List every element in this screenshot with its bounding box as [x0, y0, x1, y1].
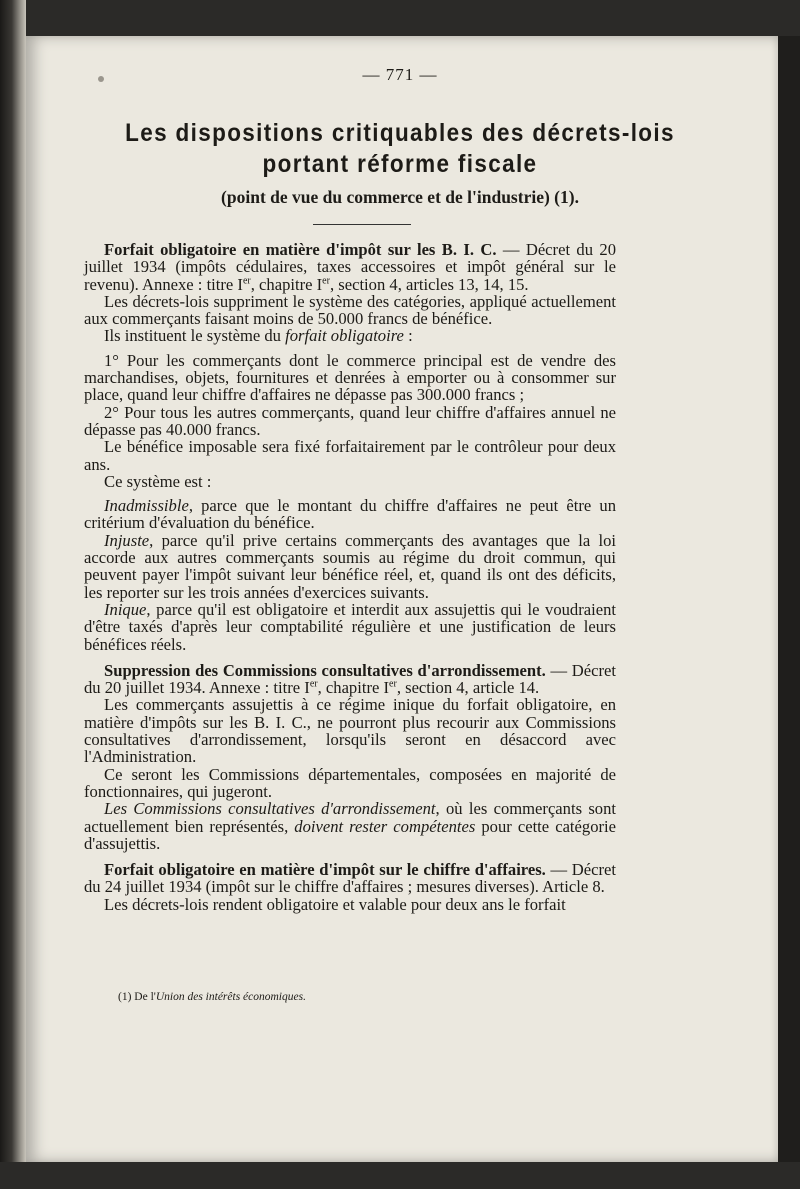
paragraph: Les Commissions consultatives d'arrondissement, où les commerçants sont actuellement bien représentés, doivent rester compétentes pour cette catégorie d'assujettis. — [84, 799, 617, 853]
paragraph: Les commerçants assujettis à ce régime inique du forfait obligatoire, en matière d'impôts sur les B. I. C., ne pourront plus recourir aux Commissions consultatives d'arrondissement, lorsqu'ils seront en désaccord avec l'Administration. — [84, 695, 616, 767]
paragraph: Ce système est : — [104, 471, 212, 491]
paragraph: Inique, parce qu'il est obligatoire et interdit aux assujettis qui le voudraient d'être taxés d'après leur comptabilité régulière et une justification de leurs bénéfices réels. — [84, 599, 616, 654]
bottom-background — [0, 1162, 800, 1189]
title-line-2: portant réforme fiscale — [262, 150, 538, 178]
book-spine-shadow — [0, 0, 26, 1189]
title-divider — [313, 224, 411, 225]
paragraph: Les décrets-lois rendent obligatoire et valable pour deux ans le forfait — [104, 894, 566, 914]
article-title — [40, 118, 760, 180]
section-1-heading-paragraph: Forfait obligatoire en matière d'impôt sur les B. I. C. — Décret du 20 juillet 1934 (impôts cédulaires, taxes accessoires et impôt général sur le revenu). Annexe : titre Ier, chapitre Ier, section 4, articles 13, 14, 15. — [84, 240, 616, 294]
section-3-heading: Forfait obligatoire en matière d'impôt sur le chiffre d'affaires. — [104, 860, 546, 880]
section-1-heading: Forfait obligatoire en matière d'impôt sur les B. I. C. — [104, 240, 497, 259]
paragraph: Ce seront les Commissions départementales, composées en majorité de fonctionnaires, qui jugeront. — [84, 764, 616, 801]
section-2-heading: Suppression des Commissions consultatives d'arrondissement. — [104, 660, 546, 680]
article-body — [84, 241, 616, 913]
paragraph: Injuste, parce qu'il prive certains commerçants des avantages que la loi accorde aux autres commerçants soumis au régime du droit commun, qui peuvent payer l'impôt suivant leur bénéfice réel, et, quand ils ont des déficits, les reporter sur les trois années d'exercices suivants. — [84, 530, 616, 602]
section-2-heading-paragraph: Suppression des Commissions consultatives d'arrondissement. — Décret du 20 juillet 1934. Annexe : titre Ier, chapitre Ier, section 4, article 14. — [84, 660, 616, 698]
page-number: — 771 — — [362, 65, 438, 84]
title-line-1: Les dispositions critiquables des décrets-lois — [125, 119, 675, 147]
paragraph: Inadmissible, parce que le montant du chiffre d'affaires ne peut être un critérium d'évaluation du bénéfice. — [84, 496, 616, 533]
article-subtitle: (point de vue du commerce et de l'industrie) (1). — [221, 187, 579, 207]
paragraph: Ils instituent le système du forfait obligatoire : — [104, 326, 413, 346]
footnote: (1) De l'Union des intérêts économiques. — [118, 991, 306, 1003]
paragraph: Les décrets-lois suppriment le système des catégories, appliqué actuellement aux commerçants faisant moins de 50.000 francs de bénéfice. — [84, 291, 616, 329]
section-3-heading-paragraph: Forfait obligatoire en matière d'impôt sur le chiffre d'affaires. — Décret du 24 juillet 1934 (impôt sur le chiffre d'affaires ; mesures diverses). Article 8. — [84, 860, 616, 897]
paragraph: 2° Pour tous les autres commerçants, quand leur chiffre d'affaires annuel ne dépasse pas 40.000 francs. — [84, 402, 616, 439]
paragraph: 1° Pour les commerçants dont le commerce principal est de vendre des marchandises, objets, fournitures et denrées à emporter ou à consommer sur place, quand leur chiffre d'affaires ne dépasse pas 300.000 francs ; — [84, 350, 616, 405]
paragraph: Le bénéfice imposable sera fixé forfaitairement par le contrôleur pour deux ans. — [84, 437, 616, 474]
